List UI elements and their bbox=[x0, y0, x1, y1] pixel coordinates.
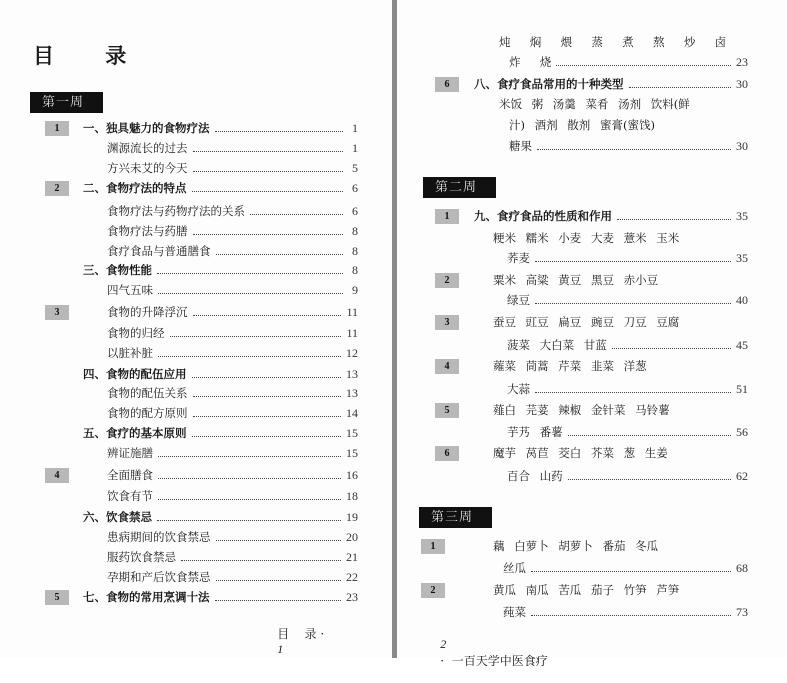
entry-page-number: 51 bbox=[736, 381, 748, 396]
entry-page-number: 13 bbox=[346, 385, 358, 400]
toc-entry[interactable] bbox=[107, 242, 358, 260]
entry-title: 二、食物疗法的特点 bbox=[83, 181, 187, 195]
entry-title: 食物的升降浮沉 bbox=[107, 305, 188, 319]
dot-leader bbox=[216, 540, 342, 541]
dot-leader bbox=[568, 479, 731, 480]
dot-leader bbox=[181, 560, 341, 561]
entry-title: 荞麦 bbox=[507, 251, 530, 265]
day-badge: 3 bbox=[45, 305, 69, 320]
toc-entry[interactable] bbox=[507, 249, 748, 267]
left-page bbox=[0, 0, 392, 658]
toc-entry[interactable] bbox=[499, 33, 726, 51]
dot-leader bbox=[158, 456, 341, 457]
entry-title: 蚕豆 豇豆 扁豆 豌豆 刀豆 豆腐 bbox=[493, 315, 680, 329]
entry-page-number: 1 bbox=[352, 140, 358, 155]
toc-entry[interactable] bbox=[503, 603, 748, 621]
toc-entry[interactable] bbox=[474, 207, 748, 225]
entry-title: 薤白 芫荽 辣椒 金针菜 马铃薯 bbox=[493, 403, 670, 417]
entry-title: 八、食疗食品常用的十种类型 bbox=[474, 77, 624, 91]
entry-title: 方兴未艾的今天 bbox=[107, 161, 188, 175]
toc-entry[interactable] bbox=[107, 548, 358, 566]
dot-leader bbox=[193, 396, 342, 397]
toc-entry[interactable] bbox=[107, 324, 358, 342]
entry-page-number: 68 bbox=[736, 560, 748, 575]
day-badge: 2 bbox=[421, 583, 445, 598]
dot-leader bbox=[535, 303, 731, 304]
entry-title: 三、食物性能 bbox=[83, 263, 152, 277]
toc-entry[interactable] bbox=[507, 336, 748, 354]
entry-title: 菠菜 大白菜 甘蓝 bbox=[507, 338, 607, 352]
toc-entry[interactable] bbox=[493, 444, 668, 462]
dot-leader bbox=[556, 65, 731, 66]
toc-entry[interactable] bbox=[503, 559, 748, 577]
toc-title: 目 录 bbox=[33, 43, 149, 68]
toc-entry[interactable] bbox=[509, 53, 748, 71]
right-page bbox=[397, 0, 787, 668]
entry-page-number: 8 bbox=[352, 243, 358, 258]
dot-leader bbox=[193, 171, 344, 172]
day-badge: 6 bbox=[435, 446, 459, 461]
entry-page-number: 45 bbox=[736, 337, 748, 352]
entry-title: 全面膳食 bbox=[107, 468, 153, 482]
dot-leader bbox=[215, 600, 342, 601]
toc-entry[interactable] bbox=[83, 588, 358, 606]
entry-page-number: 21 bbox=[346, 549, 358, 564]
toc-entry[interactable] bbox=[493, 581, 679, 599]
entry-page-number: 11 bbox=[346, 304, 358, 319]
entry-page-number: 23 bbox=[736, 54, 748, 69]
day-badge: 5 bbox=[45, 590, 69, 605]
toc-entry[interactable] bbox=[83, 119, 358, 137]
entry-page-number: 23 bbox=[346, 589, 358, 604]
dot-leader bbox=[216, 580, 342, 581]
entry-page-number: 6 bbox=[352, 180, 358, 195]
entry-title: 食疗食品与普通膳食 bbox=[107, 244, 211, 258]
entry-page-number: 16 bbox=[346, 467, 358, 482]
footer-label: 目 录 · bbox=[277, 627, 325, 641]
entry-title: 以脏补脏 bbox=[107, 346, 153, 360]
page-number: 2 bbox=[440, 637, 447, 651]
entry-title: 一、独具魅力的食物疗法 bbox=[83, 121, 210, 135]
toc-entry[interactable] bbox=[499, 95, 690, 113]
entry-page-number: 73 bbox=[736, 604, 748, 619]
entry-page-number: 15 bbox=[346, 445, 358, 460]
entry-page-number: 35 bbox=[736, 250, 748, 265]
toc-entry[interactable] bbox=[493, 229, 679, 247]
toc-entry[interactable] bbox=[107, 568, 358, 586]
entry-title: 食物的归经 bbox=[107, 326, 165, 340]
entry-page-number: 9 bbox=[352, 282, 358, 297]
day-badge: 6 bbox=[435, 77, 459, 92]
entry-title: 食物疗法与药物疗法的关系 bbox=[107, 204, 245, 218]
day-badge: 4 bbox=[45, 468, 69, 483]
entry-title: 粟米 高粱 黄豆 黑豆 赤小豆 bbox=[493, 273, 659, 287]
entry-title: 七、食物的常用烹调十法 bbox=[83, 590, 210, 604]
entry-title: 四气五味 bbox=[107, 283, 153, 297]
toc-entry[interactable] bbox=[493, 357, 647, 375]
toc-entry[interactable] bbox=[83, 508, 358, 526]
entry-title: 蕹菜 茼蒿 芹菜 韭菜 洋葱 bbox=[493, 359, 647, 373]
dot-leader bbox=[193, 416, 342, 417]
toc-entry[interactable] bbox=[493, 313, 679, 331]
entry-page-number: 14 bbox=[346, 405, 358, 420]
dot-leader bbox=[531, 571, 731, 572]
day-badge: 2 bbox=[45, 181, 69, 196]
left-page-footer bbox=[262, 611, 324, 671]
entry-page-number: 6 bbox=[352, 203, 358, 218]
dot-leader bbox=[157, 273, 343, 274]
entry-page-number: 62 bbox=[736, 468, 748, 483]
toc-entry[interactable] bbox=[509, 137, 748, 155]
right-page-footer bbox=[425, 623, 548, 683]
entry-title: 黄瓜 南瓜 苦瓜 茄子 竹笋 芦笋 bbox=[493, 583, 680, 597]
entry-title: 炸 烧 bbox=[509, 55, 552, 69]
entry-title: 服药饮食禁忌 bbox=[107, 550, 176, 564]
dot-leader bbox=[531, 615, 731, 616]
dot-leader bbox=[192, 377, 342, 378]
entry-page-number: 1 bbox=[352, 120, 358, 135]
toc-entry[interactable] bbox=[493, 401, 670, 419]
dot-leader bbox=[535, 261, 731, 262]
entry-title: 糖果 bbox=[509, 139, 532, 153]
dot-leader bbox=[158, 478, 341, 479]
dot-leader bbox=[158, 356, 341, 357]
dot-leader bbox=[192, 436, 342, 437]
toc-entry[interactable] bbox=[493, 537, 658, 555]
day-badge: 3 bbox=[435, 315, 459, 330]
entry-title: 藕 白萝卜 胡萝卜 番茄 冬瓜 bbox=[493, 539, 659, 553]
page-number: 1 bbox=[277, 642, 284, 656]
dot-leader bbox=[157, 520, 341, 521]
toc-entry[interactable] bbox=[107, 222, 358, 240]
entry-title: 炖 焖 煨 蒸 煮 熬 炒 卤 bbox=[499, 35, 727, 49]
entry-page-number: 8 bbox=[352, 262, 358, 277]
entry-page-number: 20 bbox=[346, 529, 358, 544]
dot-leader bbox=[612, 348, 731, 349]
entry-title: 米饭 粥 汤羹 菜肴 汤剂 饮料(鲜 bbox=[499, 97, 690, 111]
toc-entry[interactable] bbox=[107, 384, 358, 402]
entry-title: 四、食物的配伍应用 bbox=[83, 367, 187, 381]
day-badge: 1 bbox=[435, 209, 459, 224]
dot-leader bbox=[215, 131, 344, 132]
entry-page-number: 18 bbox=[346, 488, 358, 503]
entry-title: 患病期间的饮食禁忌 bbox=[107, 530, 211, 544]
day-badge: 4 bbox=[435, 359, 459, 374]
entry-title: 大蒜 bbox=[507, 382, 530, 396]
dot-leader bbox=[617, 219, 731, 220]
footer-label: · 一百天学中医食疗 bbox=[440, 654, 548, 668]
entry-title: 粳米 糯米 小麦 大麦 薏米 玉米 bbox=[493, 231, 680, 245]
toc-entry[interactable] bbox=[83, 365, 358, 383]
entry-page-number: 22 bbox=[346, 569, 358, 584]
entry-title: 五、食疗的基本原则 bbox=[83, 426, 187, 440]
entry-page-number: 5 bbox=[352, 160, 358, 175]
toc-entry[interactable] bbox=[507, 291, 748, 309]
toc-entry[interactable] bbox=[107, 528, 358, 546]
entry-title: 芋艿 番薯 bbox=[507, 425, 563, 439]
dot-leader bbox=[170, 336, 342, 337]
dot-leader bbox=[535, 392, 731, 393]
toc-entry[interactable] bbox=[107, 466, 358, 484]
dot-leader bbox=[568, 435, 731, 436]
toc-entry[interactable] bbox=[107, 344, 358, 362]
toc-entry[interactable] bbox=[107, 159, 358, 177]
entry-title: 魔芋 莴苣 茭白 芥菜 葱 生姜 bbox=[493, 446, 668, 460]
entry-page-number: 15 bbox=[346, 425, 358, 440]
entry-title: 绿豆 bbox=[507, 293, 530, 307]
entry-page-number: 12 bbox=[346, 345, 358, 360]
toc-entry[interactable] bbox=[507, 380, 748, 398]
dot-leader bbox=[250, 214, 343, 215]
entry-page-number: 13 bbox=[346, 366, 358, 381]
dot-leader bbox=[193, 315, 342, 316]
dot-leader bbox=[193, 151, 344, 152]
entry-title: 六、饮食禁忌 bbox=[83, 510, 152, 524]
entry-title: 食物的配伍关系 bbox=[107, 386, 188, 400]
entry-title: 辨证施膳 bbox=[107, 446, 153, 460]
entry-title: 汁) 酒剂 散剂 蜜膏(蜜饯) bbox=[509, 118, 655, 132]
entry-page-number: 40 bbox=[736, 292, 748, 307]
toc-entry[interactable] bbox=[107, 444, 358, 462]
entry-title: 食物的配方原则 bbox=[107, 406, 188, 420]
entry-title: 食物疗法与药膳 bbox=[107, 224, 188, 238]
toc-entry[interactable] bbox=[474, 75, 748, 93]
entry-title: 百合 山药 bbox=[507, 469, 563, 483]
week-2-header: 第二周 bbox=[423, 177, 496, 198]
entry-title: 莼菜 bbox=[503, 605, 526, 619]
entry-page-number: 30 bbox=[736, 76, 748, 91]
entry-title: 孕期和产后饮食禁忌 bbox=[107, 570, 211, 584]
week-3-header: 第三周 bbox=[419, 507, 492, 528]
dot-leader bbox=[158, 293, 343, 294]
entry-title: 渊源流长的过去 bbox=[107, 141, 188, 155]
entry-page-number: 35 bbox=[736, 208, 748, 223]
day-badge: 5 bbox=[435, 403, 459, 418]
toc-entry[interactable] bbox=[509, 116, 655, 134]
dot-leader bbox=[193, 234, 344, 235]
day-badge: 1 bbox=[45, 121, 69, 136]
dot-leader bbox=[158, 499, 341, 500]
day-badge: 2 bbox=[435, 273, 459, 288]
dot-leader bbox=[537, 149, 731, 150]
dot-leader bbox=[629, 87, 732, 88]
toc-entry[interactable] bbox=[107, 404, 358, 422]
entry-page-number: 19 bbox=[346, 509, 358, 524]
toc-entry[interactable] bbox=[107, 303, 358, 321]
entry-page-number: 11 bbox=[346, 325, 358, 340]
toc-entry[interactable] bbox=[107, 487, 358, 505]
toc-entry[interactable] bbox=[107, 139, 358, 157]
toc-entry[interactable] bbox=[83, 424, 358, 442]
entry-page-number: 56 bbox=[736, 424, 748, 439]
entry-title: 九、食疗食品的性质和作用 bbox=[474, 209, 612, 223]
dot-leader bbox=[216, 254, 344, 255]
toc-entry[interactable] bbox=[83, 179, 358, 197]
toc-entry[interactable] bbox=[493, 271, 658, 289]
dot-leader bbox=[192, 191, 344, 192]
toc-entry[interactable] bbox=[507, 423, 748, 441]
day-badge: 1 bbox=[421, 539, 445, 554]
week-1-header: 第一周 bbox=[30, 92, 103, 113]
toc-entry[interactable] bbox=[107, 202, 358, 220]
entry-page-number: 8 bbox=[352, 223, 358, 238]
toc-entry[interactable] bbox=[83, 261, 358, 279]
entry-title: 饮食有节 bbox=[107, 489, 153, 503]
entry-title: 丝瓜 bbox=[503, 561, 526, 575]
toc-entry[interactable] bbox=[507, 467, 748, 485]
entry-page-number: 30 bbox=[736, 138, 748, 153]
toc-entry[interactable] bbox=[107, 281, 358, 299]
